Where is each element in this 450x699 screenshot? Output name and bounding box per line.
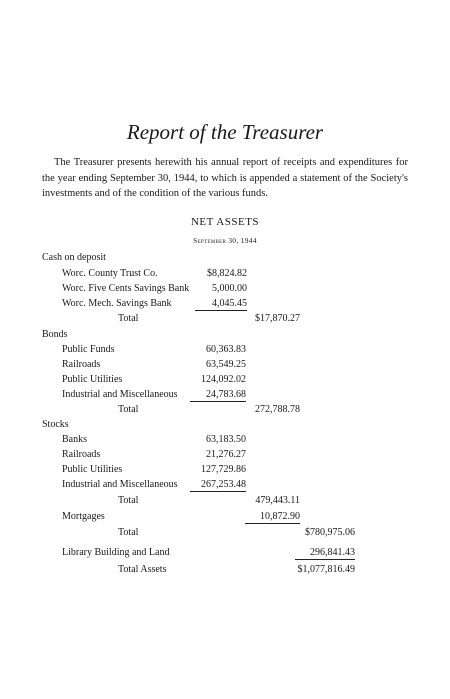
cash-item-name: Worc. Five Cents Savings Bank bbox=[62, 283, 190, 294]
cash-total-amount: $17,870.27 bbox=[255, 313, 300, 324]
cash-item-amount: 4,045.45 bbox=[195, 298, 247, 311]
stocks-item-amount: 63,183.50 bbox=[206, 434, 246, 445]
statement-date: September 30, 1944 bbox=[193, 236, 257, 245]
subtotal-label: Total bbox=[118, 527, 139, 538]
cash-total-label: Total bbox=[118, 313, 139, 324]
stocks-item-name: Public Utilities bbox=[62, 464, 123, 475]
mortgages-amount: 10,872.90 bbox=[245, 511, 300, 524]
stocks-item-name: Railroads bbox=[62, 449, 101, 460]
bonds-item-name: Industrial and Miscellaneous bbox=[62, 389, 178, 400]
stocks-item-amount: 21,276.27 bbox=[206, 449, 246, 460]
total-assets-amount: $1,077,816.49 bbox=[297, 564, 355, 575]
bonds-item-name: Railroads bbox=[62, 359, 101, 370]
stocks-total-label: Total bbox=[118, 495, 139, 506]
bonds-item-amount: 63,549.25 bbox=[206, 359, 246, 370]
bonds-label: Bonds bbox=[42, 329, 68, 340]
stocks-item-amount: 127,729.86 bbox=[201, 464, 246, 475]
stocks-item-name: Banks bbox=[62, 434, 87, 445]
bonds-item-name: Public Funds bbox=[62, 344, 115, 355]
bonds-item-name: Public Utilities bbox=[62, 374, 123, 385]
mortgages-label: Mortgages bbox=[62, 511, 105, 522]
bonds-total-label: Total bbox=[118, 404, 139, 415]
library-amount: 296,841.43 bbox=[295, 547, 355, 560]
total-assets-label: Total Assets bbox=[118, 564, 167, 575]
cash-item-amount: $8,824.82 bbox=[207, 268, 247, 279]
bonds-total-amount: 272,788.78 bbox=[255, 404, 300, 415]
stocks-item-name: Industrial and Miscellaneous bbox=[62, 479, 178, 490]
subtotal-amount: $780,975.06 bbox=[305, 527, 355, 538]
cash-item-name: Worc. County Trust Co. bbox=[62, 268, 158, 279]
cash-item-amount: 5,000.00 bbox=[212, 283, 247, 294]
section-heading: NET ASSETS bbox=[190, 216, 260, 228]
stocks-label: Stocks bbox=[42, 419, 69, 430]
bonds-item-amount: 124,092.02 bbox=[201, 374, 246, 385]
cash-item-name: Worc. Mech. Savings Bank bbox=[62, 298, 172, 309]
library-label: Library Building and Land bbox=[62, 547, 170, 558]
stocks-item-amount: 267,253.48 bbox=[190, 479, 246, 492]
cash-label: Cash on deposit bbox=[42, 252, 106, 263]
bonds-item-amount: 60,363.83 bbox=[206, 344, 246, 355]
bonds-item-amount: 24,783.68 bbox=[190, 389, 246, 402]
intro-paragraph: The Treasurer presents herewith his annual report of receipts and expenditures for the year ending September 30, 1944, to which is appended a statement of the Society's investments and of the condition of the various funds. bbox=[42, 157, 408, 199]
stocks-total-amount: 479,443.11 bbox=[255, 495, 300, 506]
report-title: Report of the Treasurer bbox=[126, 120, 324, 144]
